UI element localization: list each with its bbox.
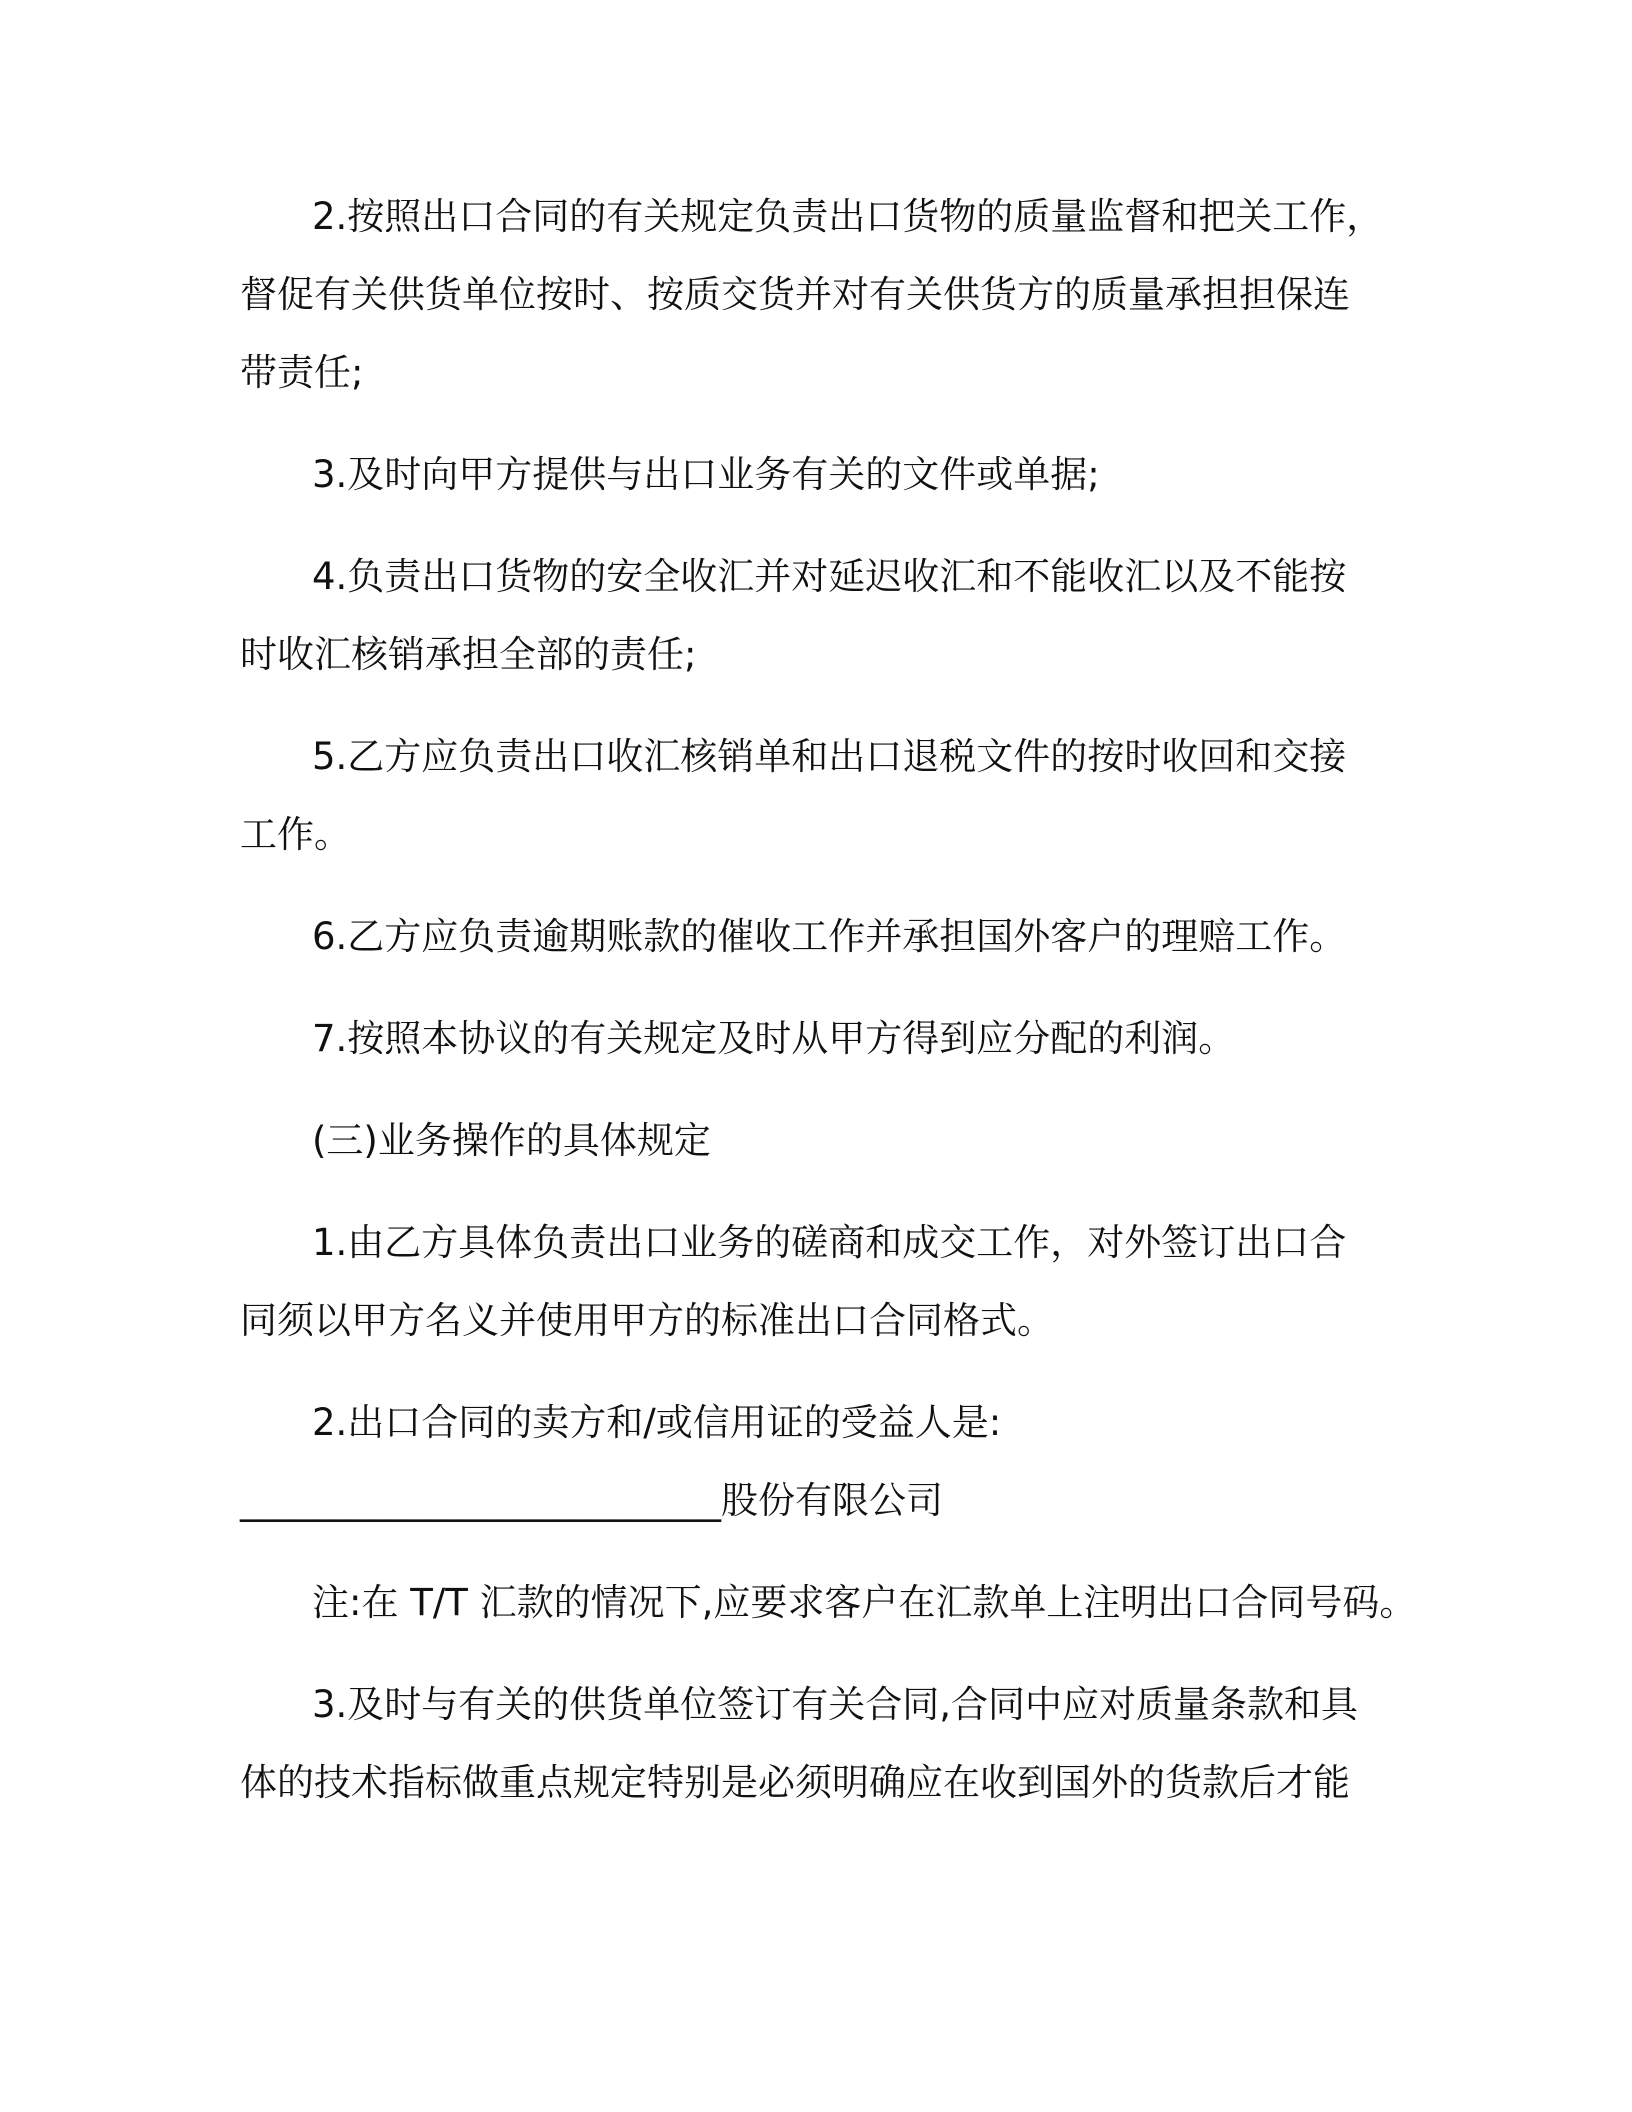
paragraph-2-line-2: 督促有关供货单位按时、按质交货并对有关供货方的质量承担担保连 [240, 273, 1350, 316]
op-paragraph-1-line-1: 1.由乙方具体负责出口业务的磋商和成交工作，对外签订出口合 [312, 1221, 1347, 1264]
op-paragraph-1-line-2: 同须以甲方名义并使用甲方的标准出口合同格式。 [240, 1299, 1054, 1342]
op-paragraph-2-line-1: 2.出口合同的卖方和/或信用证的受益人是: [312, 1401, 1002, 1444]
paragraph-6-line-1: 6.乙方应负责逾期账款的催收工作并承担国外客户的理赔工作。 [312, 915, 1347, 958]
section-heading: (三)业务操作的具体规定 [312, 1119, 711, 1162]
paragraph-4-line-2: 时收汇核销承担全部的责任; [240, 633, 697, 676]
paragraph-2-line-1: 2.按照出口合同的有关规定负责出口货物的质量监督和把关工作， [312, 195, 1384, 238]
paragraph-3-line-1: 3.及时向甲方提供与出口业务有关的文件或单据; [312, 453, 1100, 496]
beneficiary-blank-line: __________________________股份有限公司 [240, 1479, 943, 1522]
op-paragraph-3-line-2: 体的技术指标做重点规定特别是必须明确应在收到国外的货款后才能 [240, 1761, 1350, 1804]
paragraph-4-line-1: 4.负责出口货物的安全收汇并对延迟收汇和不能收汇以及不能按 [312, 555, 1347, 598]
note-line: 注:在 T/T 汇款的情况下,应要求客户在汇款单上注明出口合同号码。 [312, 1581, 1417, 1624]
paragraph-7-line-1: 7.按照本协议的有关规定及时从甲方得到应分配的利润。 [312, 1017, 1236, 1060]
op-paragraph-3-line-1: 3.及时与有关的供货单位签订有关合同,合同中应对质量条款和具 [312, 1683, 1359, 1726]
paragraph-2-line-3: 带责任; [240, 351, 364, 394]
paragraph-5-line-1: 5.乙方应负责出口收汇核销单和出口退税文件的按时收回和交接 [312, 735, 1347, 778]
paragraph-5-line-2: 工作。 [240, 813, 351, 856]
